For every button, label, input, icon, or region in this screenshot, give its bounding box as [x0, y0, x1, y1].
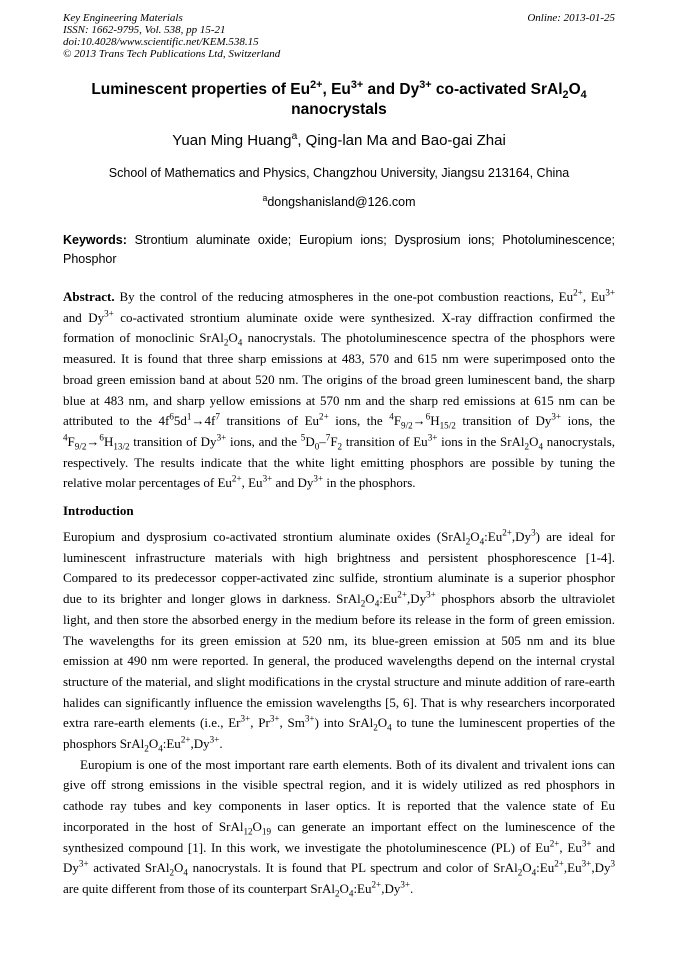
- journal-header: [63, 12, 615, 60]
- journal-name: Key Engineering Materials: [63, 12, 183, 24]
- keywords: Keywords: Strontium aluminate oxide; Europium ions; Dysprosium ions; Photoluminescence; Phosphor: [63, 233, 615, 266]
- author-list: Yuan Ming Huang$^a$, Qing-lan Ma and Bao-gai Zhai: [172, 130, 506, 149]
- abstract-label: Abstract.: [63, 289, 115, 304]
- author-email: $^a$dongshanisland@126.com: [262, 192, 416, 209]
- online-date: Online: 2013-01-25: [527, 12, 615, 24]
- doi-line: doi:10.4028/www.scientific.net/KEM.538.15: [63, 36, 259, 48]
- copyright-line: © 2013 Trans Tech Publications Ltd, Switzerland: [63, 48, 281, 60]
- abstract: Abstract. By the control of the reducing atmospheres in the one-pot combustion reactions, $Eu^{2+}$, $Eu^{3+}$ and $Dy^{3+}$ co-activated strontium aluminate oxide were synthesized. X-ray diffraction confirmed the formation of monoclinic $SrAl_2O_4$ nanocrystals. The photoluminescence spectra of the phosphors were measured. It is found that three sharp emissions at 483, 570 and 615 nm were superimposed onto the broad green emission band at about 520 nm. The origins of the broad green luminescent band, the sharp blue at 483 nm, and sharp yellow emissions at 570 nm and the sharp red emissions at 615 nm can be attributed to the $4f^65d^1\to 4f^7$ transitions of $Eu^{2+}$ ions, the $^4F_{9/2}\to^6H_{15/2}$ transition of $Dy^{3+}$ ions, the $^4F_{9/2}\to^6H_{13/2}$ transition of $Dy^{3+}$ ions, and the $^5D_0-^7F_2$ transition of $Eu^{3+}$ ions in the $SrAl_2O_4$ nanocrystals, respectively. The results indicate that the white light emitting phosphors are possible by tuning the relative molar percentages of $Eu^{2+}$, $Eu^{3+}$ and $Dy^{3+}$ in the phosphors.: [63, 287, 615, 491]
- paper-title: Luminescent properties of $Eu^{2+}$, $Eu^{3+}$ and $Dy^{3+}$ co-activated $SrAl_2O_4$ nanocrystals: [91, 78, 587, 118]
- intro-paragraph: Europium is one of the most important rare earth elements. Both of its divalent and trivalent ions can give off strong emissions in the visible spectral region, and it is widely utilized as red phosphors in cathode ray tubes and key components in laser optics. It is reported that the valence state of Eu incorporated in the host of $SrAl_{12}O_{19}$ can generate an important effect on the luminescence of the synthesized compound [1]. In this work, we investigate the photoluminescence (PL) of $Eu^{2+}$, $Eu^{3+}$ and $Dy^{3+}$ activated $SrAl_2O_4$ nanocrystals. It is found that PL spectrum and color of $SrAl_2O_4:Eu^{2+},Eu^{3+},Dy^3$ are quite different from those of its counterpart $SrAl_2O_4:Eu^{2+},Dy^{3+}$.: [63, 756, 615, 899]
- introduction-heading: Introduction: [63, 503, 134, 518]
- introduction-body: [63, 527, 615, 900]
- intro-paragraph: Europium and dysprosium co-activated strontium aluminate oxides $(SrAl_2O_4:Eu^{2+},Dy^3)$ are ideal for luminescent infrastructure materials with high brightness and persistent phosphorescence [1-4]. Compared to its predecessor copper-activated zinc sulfide, strontium aluminate is a superior phosphor due to its brighter and longer glows in darkness. $SrAl_2O_4:Eu^{2+},Dy^{3+}$ phosphors absorb the ultraviolet light, and then store the absorbed energy in the medium before its release in the form of green emission. The wavelengths for its green emission at 520 nm, its blue-green emission at 505 nm and its blue emission at 490 nm were reported. In general, the produced wavelengths depend on the internal crystal structure of the material, and slight modifications in the crystal structure and minute addition of rare-earth halides can significantly influence the emission wavelengths [5, 6]. That is why researchers incorporated extra rare-earth elements (i.e., $Er^{3+}$, $Pr^{3+}$, $Sm^{3+}$) into $SrAl_2O_4$ to tune the luminescent properties of the phosphors $SrAl_2O_4:Eu^{2+},Dy^{3+}$.: [63, 527, 616, 754]
- keywords-label: Keywords:: [63, 233, 127, 247]
- issn-line: ISSN: 1662-9795, Vol. 538, pp 15-21: [63, 24, 226, 36]
- affiliation: School of Mathematics and Physics, Changzhou University, Jiangsu 213164, China: [108, 166, 570, 180]
